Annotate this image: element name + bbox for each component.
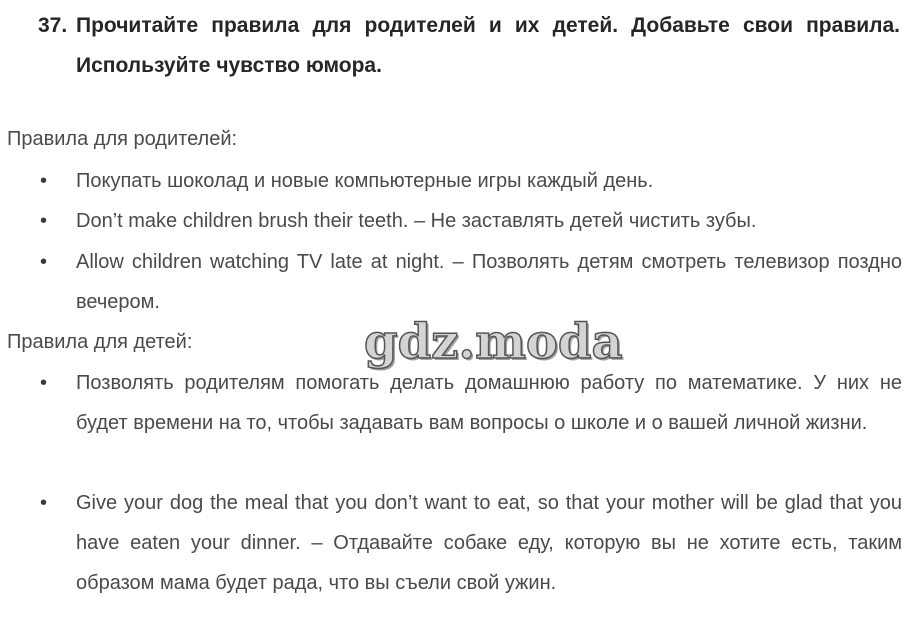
bullet-icon: • xyxy=(40,210,48,232)
watermark-logo: gdz.moda xyxy=(364,314,623,370)
list-item xyxy=(40,363,902,443)
list-item xyxy=(40,242,902,322)
list-item xyxy=(40,483,902,603)
parents-rules-heading: Правила для родителей: xyxy=(7,128,238,150)
list-item-text: Give your dog the meal that you don’t want to eat, so that your mother will be glad that you have eaten your dinner. – Отдавайте собаке еду, которую вы не хотите есть, таким образом мама будет рада, что вы съели свой ужин. xyxy=(76,492,902,594)
task-header xyxy=(38,6,900,86)
task-number: 37. xyxy=(38,14,68,37)
list-item xyxy=(40,201,902,241)
list-item xyxy=(40,161,902,201)
list-item-text: Don’t make children brush their teeth. – Не заставлять детей чистить зубы. xyxy=(76,210,757,232)
bullet-icon: • xyxy=(40,170,48,192)
task-instruction: Прочитайте правила для родителей и их детей. Добавьте свои правила. Используйте чувство юмора. xyxy=(76,14,900,77)
list-item-text: Покупать шоколад и новые компьютерные игры каждый день. xyxy=(76,170,654,192)
bullet-icon: • xyxy=(40,251,48,273)
children-rules-heading: Правила для детей: xyxy=(7,331,193,353)
list-item-text: Allow children watching TV late at night. – Позволять детям смотреть телевизор поздно вечером. xyxy=(76,251,902,313)
bullet-icon: • xyxy=(40,492,48,514)
list-item-text: Позволять родителям помогать делать домашнюю работу по математике. У них не будет времени на то, чтобы задавать вам вопросы о школе и о вашей личной жизни. xyxy=(76,372,902,434)
bullet-icon: • xyxy=(40,372,48,394)
